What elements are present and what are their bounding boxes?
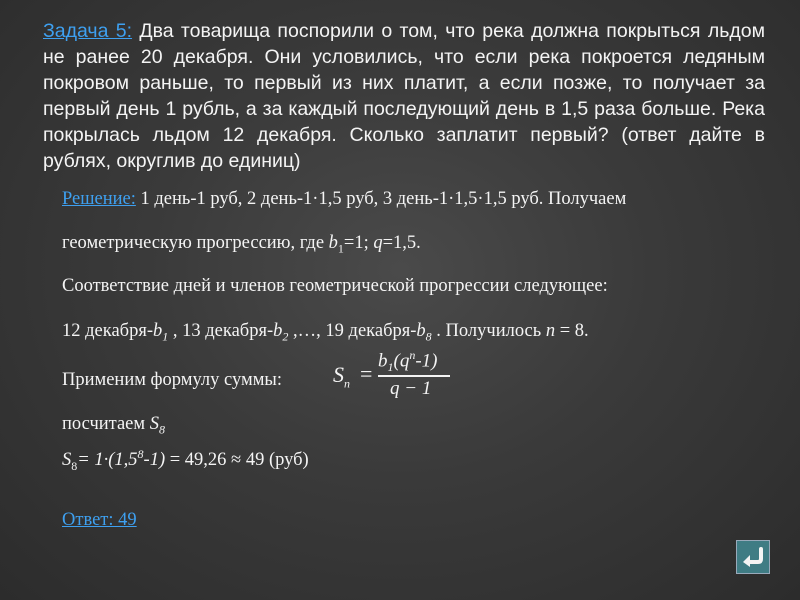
formula-lhs — [333, 362, 350, 391]
formula-minus-one: -1) — [415, 350, 438, 372]
return-arrow-icon — [740, 546, 766, 568]
solution-line-6 — [62, 414, 165, 438]
b1-symbol: b — [153, 321, 163, 341]
formula-b: b — [378, 350, 388, 372]
fraction-bar — [378, 375, 450, 377]
solution-line-1 — [62, 189, 626, 210]
b-symbol: b — [328, 233, 338, 253]
answer-line — [62, 510, 137, 531]
solution-line-2 — [62, 233, 421, 257]
q-symbol: q — [373, 233, 383, 253]
b-value: =1; — [343, 233, 374, 253]
formula-denominator: q − 1 — [390, 378, 432, 399]
solution-line-4 — [62, 321, 589, 345]
answer-link[interactable]: Ответ: 49 — [62, 510, 137, 530]
calc-prefix: посчитаем — [62, 414, 150, 434]
formula-equals: = — [360, 361, 373, 386]
b-subscript: 1 — [337, 241, 344, 256]
formula-numerator — [378, 348, 437, 375]
calc-exponent: 8 — [137, 447, 144, 461]
formula-s-sub: n — [344, 376, 350, 391]
formula-s: S — [333, 362, 344, 387]
sum-formula — [330, 348, 455, 402]
b2-symbol: b — [273, 321, 283, 341]
s8-symbol: S — [149, 414, 159, 434]
s8-subscript: 8 — [158, 422, 165, 437]
problem-statement — [43, 18, 765, 174]
calc-expression-end: -1) — [143, 450, 166, 471]
day-13: , 13 декабря- — [168, 321, 274, 341]
calc-expression: = 1·(1,5 — [77, 450, 138, 471]
result-text: . Получилось — [431, 321, 546, 341]
solution-line-7 — [62, 447, 309, 474]
b8-symbol: b — [416, 321, 426, 341]
solution-line-3: Соответствие дней и членов геометрической прогрессии следующее: — [62, 276, 608, 296]
n-symbol: n — [545, 321, 556, 341]
s8-result-symbol: S — [62, 450, 72, 471]
n-value: = 8. — [555, 321, 589, 341]
q-value: =1,5. — [382, 233, 421, 253]
problem-label[interactable]: Задача 5: — [43, 20, 133, 42]
calc-result: = 49,26 ≈ 49 (руб) — [165, 450, 309, 471]
back-button[interactable] — [736, 540, 770, 574]
b1-subscript: 1 — [162, 329, 169, 344]
b2-subscript: 2 — [282, 329, 289, 344]
s8-result-subscript: 8 — [71, 458, 78, 473]
solution-text-2: геометрическую прогрессию, где — [62, 233, 329, 253]
solution-text-1: 1 день-1 руб, 2 день-1·1,5 руб, 3 день-1·1,5·1,5 руб. Получаем — [135, 189, 627, 209]
solution-line-5: Применим формулу суммы: — [62, 370, 282, 390]
day-19: ,…, 19 декабря- — [288, 321, 417, 341]
day-12: 12 декабря- — [62, 321, 154, 341]
b8-subscript: 8 — [425, 329, 432, 344]
solution-label[interactable]: Решение: — [62, 189, 136, 209]
formula-n-sup: n — [409, 348, 416, 362]
formula-b-sub: 1 — [387, 360, 394, 375]
formula-q: (q — [393, 350, 410, 372]
problem-text: Два товарища поспорили о том, что река должна покрыться льдом не ранее 20 декабря. Они условились, что если река покроется ледяным покровом раньше, то первый из них платит, а если позже, то получает за первый день 1 рубль, а за каждый последующий день в 1,5 раза больше. Река покрылась льдом 12 декабря. Сколько заплатит первый? (ответ дайте в рублях, округлив до единиц) — [43, 20, 765, 172]
